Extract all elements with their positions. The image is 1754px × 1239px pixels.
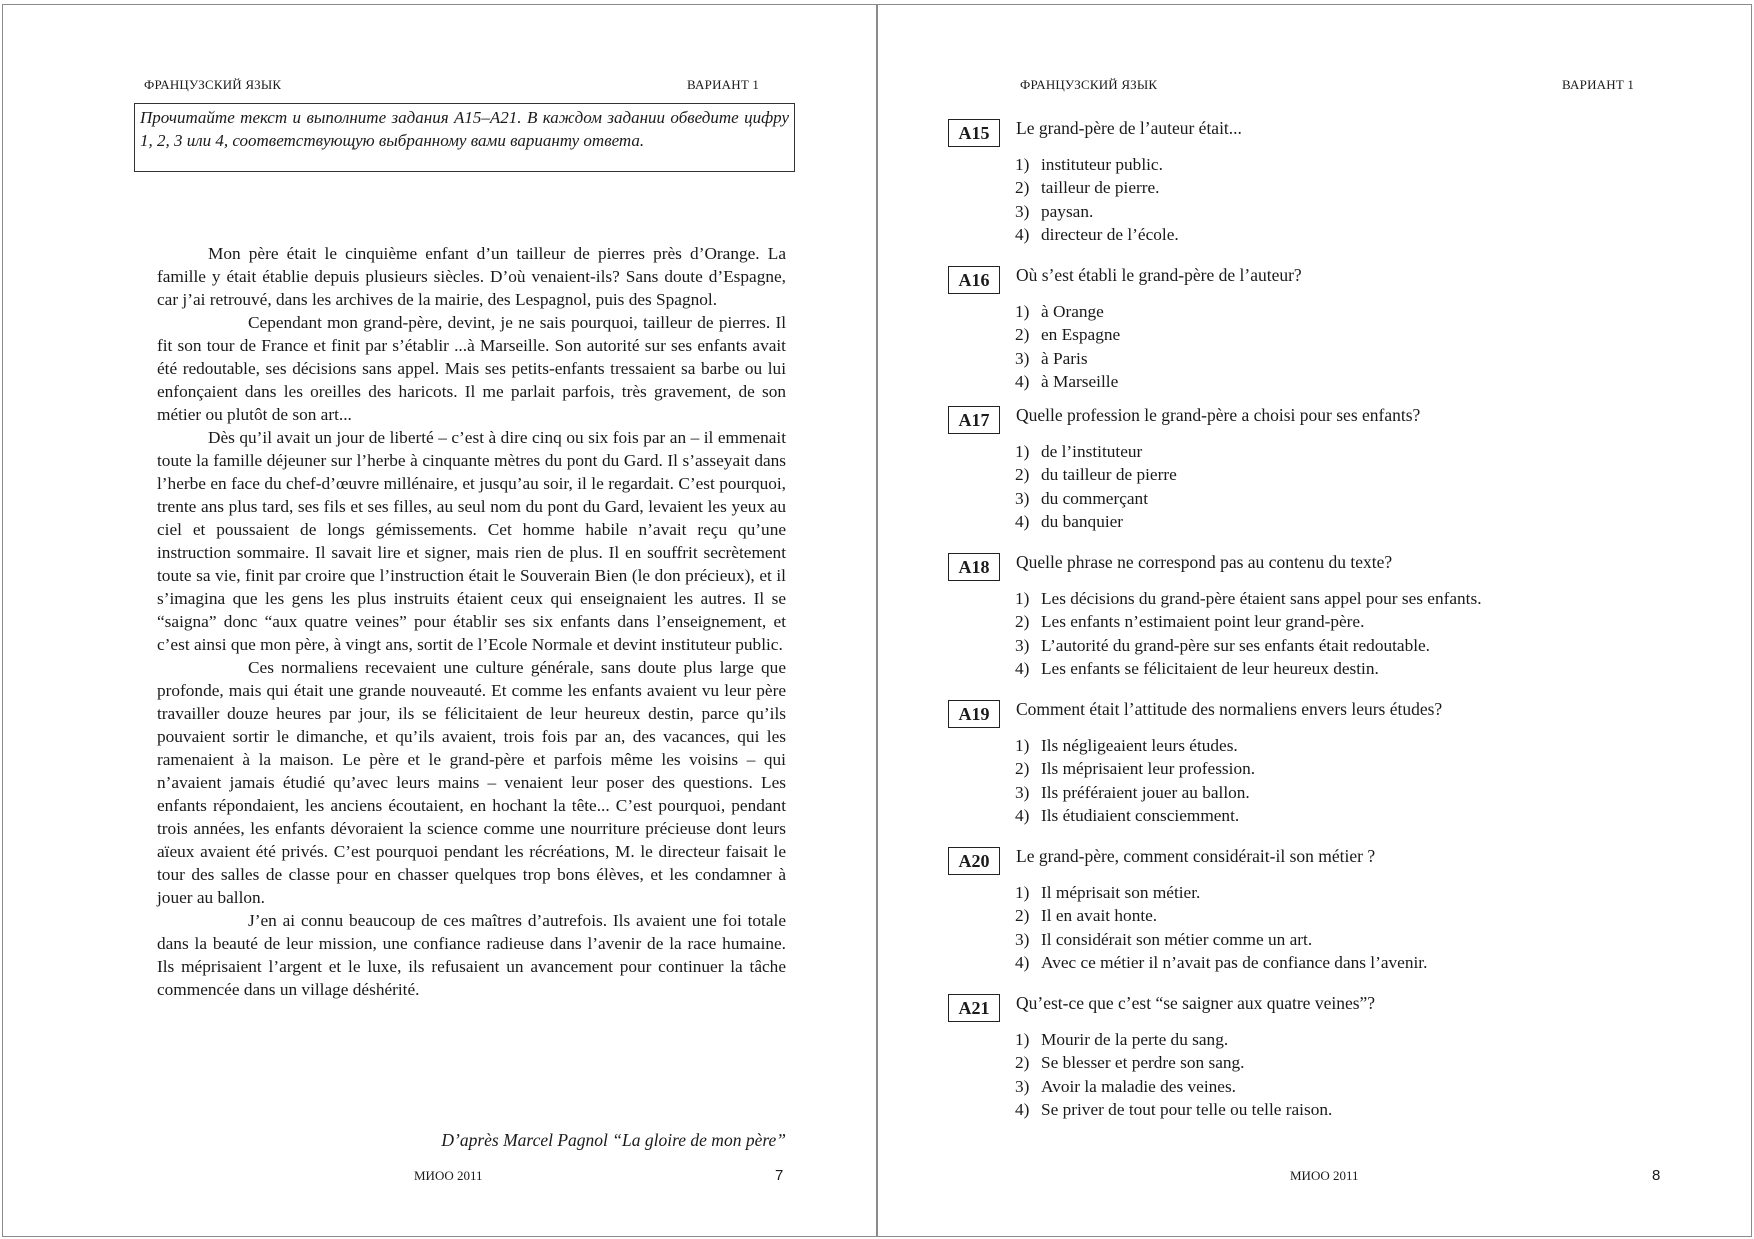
- option[interactable]: 3) Avoir la maladie des veines.: [1015, 1076, 1236, 1096]
- option[interactable]: 1) Il méprisait son métier.: [1015, 883, 1201, 902]
- question-a15: [948, 117, 1718, 246]
- question-label: A16: [948, 266, 1000, 294]
- option[interactable]: 2) Se blesser et perdre son sang.: [1015, 1053, 1245, 1073]
- question-a16: [948, 264, 1718, 393]
- header-variant: ВАРИАНТ 1: [687, 77, 760, 92]
- option[interactable]: 4) Les enfants se félicitaient de leur heureux destin.: [1015, 658, 1379, 678]
- option[interactable]: 4) à Marseille: [1015, 371, 1119, 391]
- option[interactable]: 4) directeur de l’école.: [1015, 224, 1179, 244]
- page-number: 8: [1652, 1167, 1661, 1184]
- paragraph: Ces normaliens recevaient une culture générale, sans doute plus large que profonde, mais qui était une grande nouveauté. Et comme les enfants avaient vu leur père travailler douze heures par jour, ils se félicitaient de leur heureux destin, parce qu’ils pouvaient sortir le dimanche, et qu’ils avaient, trois fois par an, des vacances, qui les ramenaient à la maison. Le père et le grand-père et parfois même les voisins – qui n’avaient jamais étudié qu’avec leurs mains – venaient leur poser des questions. Les enfants répondaient, les anciens écoutaient, en hochant la tête... C’est pourquoi, pendant trois années, les enfants dévoraient la science comme une nourriture précieuse dont leurs aïeux avaient été privés. C’est pourquoi pendant les récréations, M. le directeur faisait le tour des salles de classe pour en chasser quelques trop bons élèves, et les condamner à jouer au ballon.: [157, 658, 786, 907]
- question-label: A17: [948, 406, 1000, 434]
- header-variant: ВАРИАНТ 1: [1562, 77, 1635, 92]
- option[interactable]: 1) de l’instituteur: [1015, 442, 1143, 461]
- option[interactable]: 4) Avec ce métier il n’avait pas de confiance dans l’avenir.: [1015, 952, 1428, 972]
- header-subject: ФРАНЦУЗСКИЙ ЯЗЫК: [1020, 77, 1158, 92]
- options: [1015, 440, 1718, 533]
- paragraph: Dès qu’il avait un jour de liberté – c’est à dire cinq ou six fois par an – il emmenait toute la famille déjeuner sur l’herbe à cinquante mètres du pont du Gard. Il s’asseyait dans l’herbe en face du chef-d’œuvre millénaire, et jusqu’au soir, il le regardait. C’est pourquoi, trente ans plus tard, ses fils et ses filles, au seul nom du pont du Gard, levaient les yeux au ciel et poussaient de longs gémissements. Cet homme habile n’avait reçu qu’une instruction sommaire. Il savait lire et signer, mais rien de plus. Il en souffrit secrètement toute sa vie, finit par croire que l’instruction était le Souverain Bien (le don précieux), et il s’imagina que les gens les plus instruits étaient ceux qui enseignaient les autres. Il se “saigna” donc “aux quatre veines” pour établir ses six enfants dans l’enseignement, et c’est ainsi que mon père, à vingt ans, sortit de l’Ecole Normale et devint instituteur public.: [157, 428, 786, 654]
- option[interactable]: 3) Ils préféraient jouer au ballon.: [1015, 782, 1250, 802]
- paragraph: Cependant mon grand-père, devint, je ne sais pourquoi, tailleur de pierres. Il fit son tour de France et finit par s’établir ...à Marseille. Son autorité sur ses enfants avait été redoutable, ses décisions sans appel. Mais ses petits-enfants tressaient sa barbe ou lui enfonçaient dans les oreilles des haricots. Il me parlait parfois, très gravement, de son métier ou plutôt de son art...: [157, 313, 786, 424]
- options: [1015, 1028, 1718, 1121]
- option[interactable]: 3) à Paris: [1015, 348, 1088, 368]
- header-subject: ФРАНЦУЗСКИЙ ЯЗЫК: [144, 77, 282, 92]
- options: [1015, 734, 1718, 827]
- option[interactable]: 2) Les enfants n’estimaient point leur grand-père.: [1015, 612, 1365, 632]
- option[interactable]: 2) en Espagne: [1015, 325, 1121, 345]
- option[interactable]: 1) à Orange: [1015, 302, 1104, 321]
- option[interactable]: 3) paysan.: [1015, 201, 1094, 221]
- option[interactable]: 1) instituteur public.: [1015, 155, 1163, 174]
- options: [1015, 587, 1718, 680]
- option[interactable]: 4) du banquier: [1015, 511, 1124, 531]
- option[interactable]: 1) Les décisions du grand-père étaient sans appel pour ses enfants.: [1015, 589, 1482, 608]
- question-text: Le grand-père de l’auteur était...: [1016, 118, 1242, 138]
- paragraph: Mon père était le cinquième enfant d’un tailleur de pierres près d’Orange. La famille y était établie depuis plusieurs siècles. D’où venaient-ils? Sans doute d’Espagne, car j’ai retrouvé, dans les archives de la mairie, des Lespagnol, puis des Spagnol.: [157, 244, 786, 309]
- page-left: [0, 0, 876, 1239]
- options: [1015, 153, 1718, 246]
- option[interactable]: 2) du tailleur de pierre: [1015, 465, 1177, 485]
- option[interactable]: 2) tailleur de pierre.: [1015, 178, 1160, 198]
- options: [1015, 300, 1718, 393]
- question-a21: [948, 992, 1718, 1121]
- question-text: Qu’est-ce que c’est “se saigner aux quatre veines”?: [1016, 993, 1376, 1013]
- option[interactable]: 2) Ils méprisaient leur profession.: [1015, 759, 1256, 779]
- question-text: Le grand-père, comment considérait-il son métier ?: [1016, 846, 1376, 866]
- attribution: D’après Marcel Pagnol “La gloire de mon père”: [441, 1130, 786, 1150]
- footer: МИОО 2011: [414, 1168, 483, 1183]
- question-label: A19: [948, 700, 1000, 728]
- option[interactable]: 1) Mourir de la perte du sang.: [1015, 1030, 1229, 1049]
- question-label: A20: [948, 847, 1000, 875]
- question-text: Quelle phrase ne correspond pas au contenu du texte?: [1016, 552, 1393, 572]
- question-label: A15: [948, 119, 1000, 147]
- question-text: Quelle profession le grand-père a choisi pour ses enfants?: [1016, 405, 1421, 425]
- reading-text: [157, 242, 786, 1001]
- options: [1015, 881, 1718, 974]
- option[interactable]: 3) du commerçant: [1015, 488, 1149, 508]
- option[interactable]: 3) L’autorité du grand-père sur ses enfants était redoutable.: [1015, 635, 1431, 655]
- question-a19: [948, 698, 1718, 827]
- page-number: 7: [775, 1167, 784, 1184]
- option[interactable]: 4) Se priver de tout pour telle ou telle raison.: [1015, 1099, 1333, 1119]
- page-right: [878, 0, 1754, 1239]
- option[interactable]: 1) Ils négligeaient leurs études.: [1015, 736, 1238, 755]
- question-label: A18: [948, 553, 1000, 581]
- paragraph: J’en ai connu beaucoup de ces maîtres d’autrefois. Ils avaient une foi totale dans la beauté de leur mission, une confiance radieuse dans l’avenir de la race humaine. Ils méprisaient l’argent et le luxe, ils refusaient un avancement pour continuer la tâche commencée dans un village déshérité.: [157, 911, 786, 999]
- option[interactable]: 2) Il en avait honte.: [1015, 906, 1158, 926]
- footer: МИОО 2011: [1290, 1168, 1359, 1183]
- question-a20: [948, 845, 1718, 974]
- instruction-box: Прочитайте текст и выполните задания A15–A21. В каждом задании обведите цифру 1, 2, 3 или 4, соответствующую выбранному вами варианту ответа.: [134, 103, 795, 172]
- option[interactable]: 3) Il considérait son métier comme un art.: [1015, 929, 1313, 949]
- option[interactable]: 4) Ils étudiaient consciemment.: [1015, 805, 1240, 825]
- question-text: Où s’est établi le grand-père de l’auteur?: [1016, 265, 1302, 285]
- question-label: A21: [948, 994, 1000, 1022]
- question-a18: [948, 551, 1718, 680]
- question-text: Comment était l’attitude des normaliens envers leurs études?: [1016, 699, 1443, 719]
- question-a17: [948, 404, 1718, 533]
